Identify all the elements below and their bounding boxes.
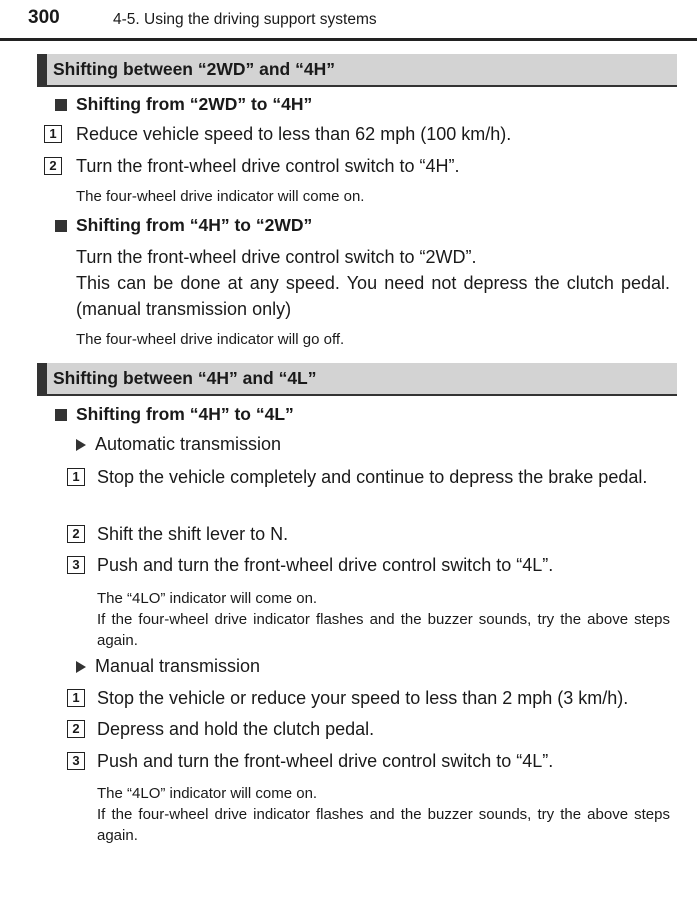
section-underline bbox=[37, 85, 677, 87]
header-divider bbox=[0, 38, 697, 41]
note-text: If the four-wheel drive indicator flashes and the buzzer sounds, try the above steps again. bbox=[97, 611, 670, 649]
section-title: Shifting between “4H” and “4L” bbox=[53, 368, 317, 388]
note-text: If the four-wheel drive indicator flashes and the buzzer sounds, try the above steps again. bbox=[97, 806, 670, 844]
transmission-label-manual bbox=[76, 656, 260, 677]
note-text: The four-wheel drive indicator will go off. bbox=[76, 331, 345, 348]
note-text: The “4LO” indicator will come on. bbox=[97, 785, 318, 802]
page-number: 300 bbox=[28, 7, 60, 28]
note-text: The four-wheel drive indicator will come on. bbox=[76, 188, 365, 205]
body-text: Turn the front-wheel drive control switch to “2WD”. bbox=[76, 247, 477, 267]
triangle-bullet-icon bbox=[76, 439, 86, 451]
subheading-text: Shifting from “4H” to “4L” bbox=[76, 404, 294, 424]
subheading-text: Shifting from “2WD” to “4H” bbox=[76, 94, 313, 114]
square-bullet-icon bbox=[55, 99, 67, 111]
step-text: Turn the front-wheel drive control switch to “4H”. bbox=[76, 156, 460, 176]
section-heading-4h-4l bbox=[37, 363, 677, 394]
subheading-text: Shifting from “4H” to “2WD” bbox=[76, 215, 313, 235]
note-text: The “4LO” indicator will come on. bbox=[97, 590, 318, 607]
step-text: Reduce vehicle speed to less than 62 mph (100 km/h). bbox=[76, 124, 512, 144]
section-title: Shifting between “2WD” and “4H” bbox=[53, 59, 335, 79]
subheading-4h-to-2wd bbox=[55, 215, 312, 236]
step-number-box: 1 bbox=[44, 125, 62, 143]
step-number-box: 1 bbox=[67, 468, 85, 486]
section-heading-2wd-4h bbox=[37, 54, 677, 85]
transmission-label-automatic bbox=[76, 434, 281, 455]
step-number-box: 1 bbox=[67, 689, 85, 707]
square-bullet-icon bbox=[55, 220, 67, 232]
chapter-title: 4-5. Using the driving support systems bbox=[113, 11, 377, 28]
subheading-2wd-to-4h bbox=[55, 94, 312, 115]
step-text: Push and turn the front-wheel drive control switch to “4L”. bbox=[97, 751, 554, 771]
step-number-box: 3 bbox=[67, 556, 85, 574]
triangle-bullet-icon bbox=[76, 661, 86, 673]
subheading-4h-to-4l bbox=[55, 404, 294, 425]
step-text: Depress and hold the clutch pedal. bbox=[97, 719, 375, 739]
step-text: Stop the vehicle completely and continue to depress the brake pedal. bbox=[97, 467, 648, 487]
step-number-box: 2 bbox=[67, 525, 85, 543]
step-number-box: 2 bbox=[44, 157, 62, 175]
section-underline bbox=[37, 394, 677, 396]
body-text: This can be done at any speed. You need not depress the clutch pedal. (manual transmission only) bbox=[76, 273, 670, 319]
transmission-label: Automatic transmission bbox=[95, 434, 282, 454]
step-text: Stop the vehicle or reduce your speed to less than 2 mph (3 km/h). bbox=[97, 688, 629, 708]
square-bullet-icon bbox=[55, 409, 67, 421]
transmission-label: Manual transmission bbox=[95, 656, 261, 676]
step-text: Push and turn the front-wheel drive control switch to “4L”. bbox=[97, 555, 554, 575]
page-header bbox=[0, 0, 697, 40]
step-text: Shift the shift lever to N. bbox=[97, 524, 289, 544]
step-number-box: 2 bbox=[67, 720, 85, 738]
step-number-box: 3 bbox=[67, 752, 85, 770]
